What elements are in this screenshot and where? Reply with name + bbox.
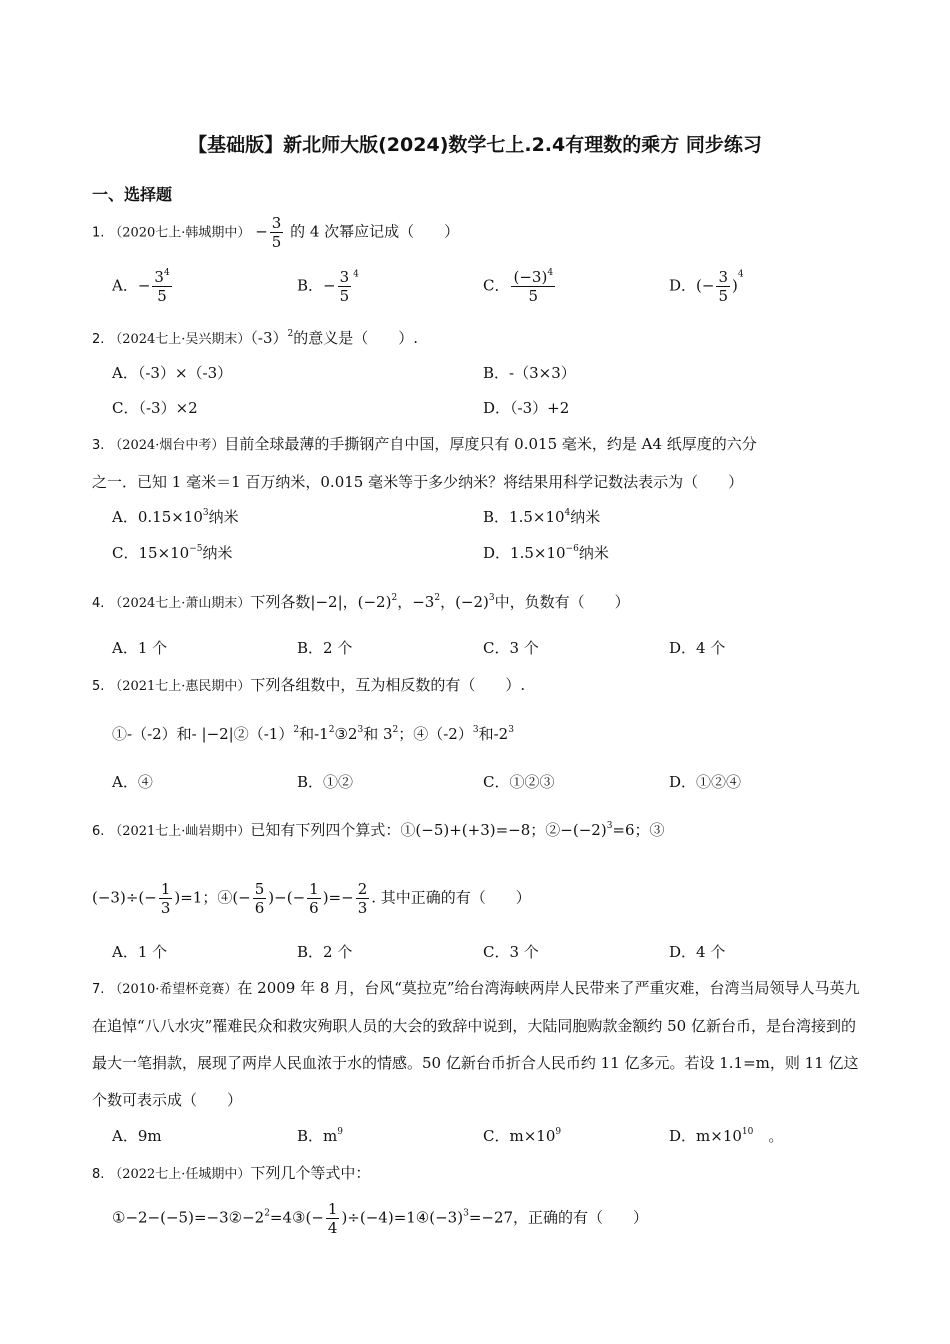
option-a[interactable]: A．1 个 bbox=[112, 639, 168, 657]
option-d[interactable]: D．$1.5\times 10^{-6}$纳米 bbox=[483, 544, 609, 562]
option-d[interactable]: D．（-3）+2 bbox=[483, 399, 570, 417]
option-b[interactable]: B．2 个 bbox=[297, 639, 353, 657]
option-b[interactable]: B．− $\frac{3}{5}$ $^4$ bbox=[297, 268, 359, 305]
question-8-items: $①-2-(-5)=-3②-2^2=4③(-$ $\frac{1}{4}$ )$\div(-4)=1④(-3)^3=-27$，正确的有（ ） bbox=[112, 1200, 649, 1237]
question-1 bbox=[92, 214, 459, 251]
option-c[interactable]: C． $\frac{(-3)^4}{5}$ bbox=[483, 268, 554, 305]
option-a[interactable]: A．9m bbox=[112, 1127, 162, 1145]
question-2: 2. （2024七上·吴兴期末）$(-3)^2$的意义是（ ）. bbox=[92, 329, 419, 347]
question-3-line-2: 之一．已知 1 毫米＝1 百万纳米，0.015 毫米等于多少纳米？将结果用科学记数法表示为（ ） bbox=[92, 473, 744, 491]
question-text: 的 4 次幂应记成（ ） bbox=[290, 222, 460, 241]
section-heading: 一、选择题 bbox=[92, 185, 173, 204]
question-5-items: ①-（-2）和- $|-2|②(-1)^2$和$-1^2③2^3$和 $3^2$；$④(-2)^3$和$-2^3$ bbox=[112, 725, 514, 743]
question-4: 4. （2024七上·萧山期末）下列各数|−2|，$(-2)^2$，$-3^2$，$(-2)^3$中，负数有（ ） bbox=[92, 593, 630, 611]
question-7: 7. （2010·希望杯竞赛）在 2009 年 8 月，台风“莫拉克”给台湾海峡两岸人民带来了严重灾难，台湾当局领导人马英九在追悼“八八水灾”罹难民众和救灾殉职人员的大会的致辞中说到，大陆同胞购款金额约 50 亿新台币，是台湾接到的最大一笔捐款，展现了两岸人民血浓于水的情感。50 亿新台币折合人民币约 11 亿多元。若设 1.1=m，则 11 亿这个数可表示成（ ） bbox=[92, 979, 860, 1109]
question-number: 1. bbox=[92, 225, 105, 241]
question-6-line-2: (−3)÷(− $\frac{1}{3}$ )=1；④(− $\frac{5}{6}$ )−(− $\frac{1}{6}$ )=− $\frac{2}{3}$ . 其中正确的有（ ） bbox=[92, 880, 531, 917]
option-b[interactable]: B．$1.5\times 10^4$纳米 bbox=[483, 508, 601, 526]
minus-sign: − bbox=[255, 222, 268, 241]
question-3: 3. （2024·烟台中考）目前全球最薄的手撕钢产自中国，厚度只有 0.015 毫米，约是 A4 纸厚度的六分 bbox=[92, 435, 757, 453]
option-d[interactable]: D．4 个 bbox=[669, 639, 726, 657]
option-a[interactable]: A．④ bbox=[112, 773, 153, 791]
question-8: 8. （2022七上·任城期中）下列几个等式中： bbox=[92, 1164, 371, 1182]
option-b[interactable]: B．2 个 bbox=[297, 943, 353, 961]
option-d[interactable]: D．4 个 bbox=[669, 943, 726, 961]
question-5: 5. （2021七上·惠民期中）下列各组数中，互为相反数的有（ ）. bbox=[92, 676, 526, 694]
option-c[interactable]: C．3 个 bbox=[483, 943, 539, 961]
option-a[interactable]: A．$0.15\times 10^3$纳米 bbox=[112, 508, 239, 526]
option-a[interactable]: A．− $\frac{3^4}{5}$ bbox=[112, 268, 170, 305]
option-c[interactable]: C．（-3）×2 bbox=[112, 399, 198, 417]
option-c[interactable]: C．3 个 bbox=[483, 639, 539, 657]
option-d[interactable]: D．$m\times 10^{10}$ 。 bbox=[669, 1127, 784, 1145]
fraction: $\frac{3}{5}$ bbox=[271, 214, 282, 251]
option-b[interactable]: B．-（3×3） bbox=[483, 364, 576, 382]
option-d[interactable]: D．(− $\frac{3}{5}$ )$^4$ bbox=[669, 268, 744, 305]
option-b[interactable]: B．$m^9$ bbox=[297, 1127, 343, 1145]
option-c[interactable]: C．①②③ bbox=[483, 773, 555, 791]
question-source: （2020七上·韩城期中） bbox=[109, 225, 251, 241]
question-6: 6. （2021七上·屾岩期中）已知有下列四个算式：①(−5)+(+3)=−8；$②-(-2)^3=6$；③ bbox=[92, 821, 665, 839]
option-b[interactable]: B．①② bbox=[297, 773, 354, 791]
option-a[interactable]: A．1 个 bbox=[112, 943, 168, 961]
option-c[interactable]: C．$m\times 10^9$ bbox=[483, 1127, 562, 1145]
option-c[interactable]: C．$15\times 10^{-5}$纳米 bbox=[112, 544, 233, 562]
option-d[interactable]: D．①②④ bbox=[669, 773, 742, 791]
option-a[interactable]: A．（-3）×（-3） bbox=[112, 364, 233, 382]
page-title: 【基础版】新北师大版(2024)数学七上.2.4有理数的乘方 同步练习 bbox=[188, 134, 762, 156]
